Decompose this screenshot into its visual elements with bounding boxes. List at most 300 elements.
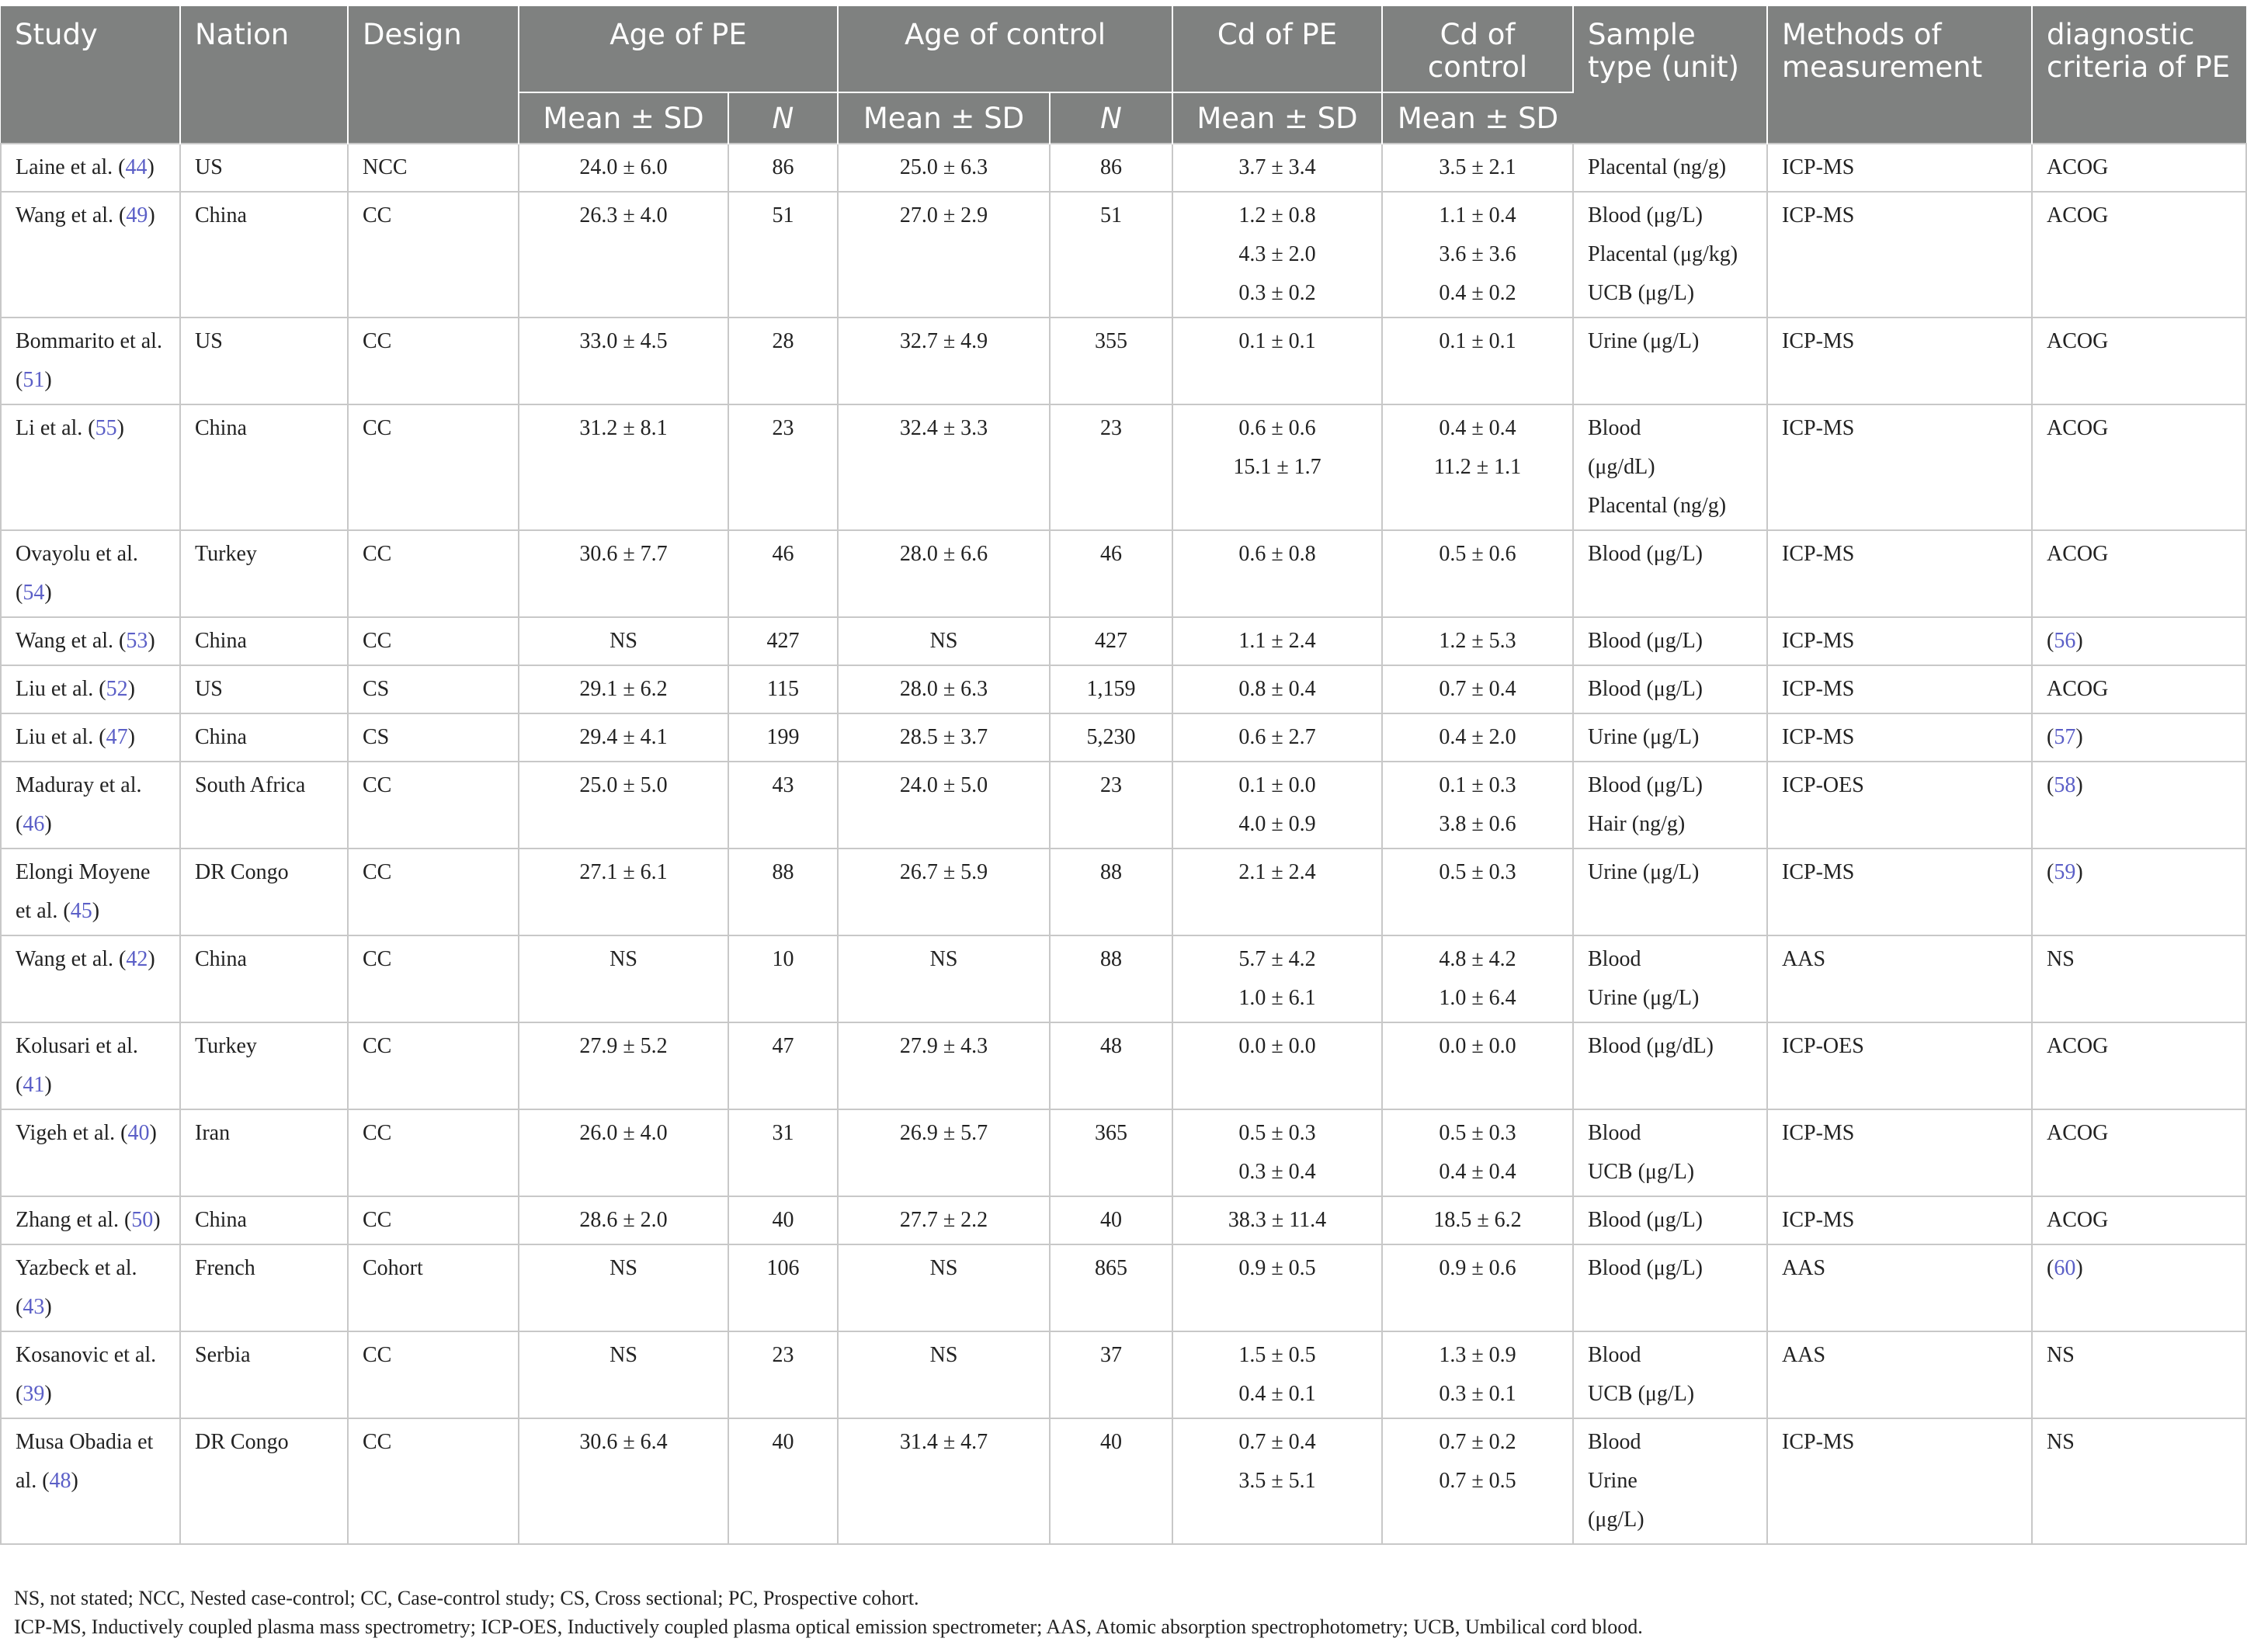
cell-cd-control xyxy=(1382,1418,1573,1544)
cell-cd-control xyxy=(1382,144,1573,192)
cell-line: Urine (μg/L) xyxy=(1588,860,1700,884)
cell-line: 1.1 ± 0.4 xyxy=(1439,203,1516,227)
reference-link[interactable]: 59 xyxy=(2054,860,2076,884)
cell-text: ICP-OES xyxy=(1782,1034,1864,1058)
cell-sample-type xyxy=(1573,1022,1767,1109)
cell-text: NS xyxy=(929,947,958,971)
cell-text: 29.1 ± 6.2 xyxy=(579,677,668,701)
reference-link[interactable]: 47 xyxy=(106,725,128,749)
cell-text: CC xyxy=(363,947,392,971)
reference-link[interactable]: 52 xyxy=(106,677,128,701)
table-wrapper xyxy=(0,6,2247,1545)
cell-sample-type xyxy=(1573,762,1767,849)
cell-method xyxy=(1767,935,2032,1022)
reference-link[interactable]: 46 xyxy=(23,812,45,836)
cell-text: 27.0 ± 2.9 xyxy=(899,203,988,227)
subcol-n: N xyxy=(728,92,838,144)
cell-text: South Africa xyxy=(195,773,306,797)
cell-n-control xyxy=(1050,1244,1172,1331)
col-sample-type: Sample type (unit) xyxy=(1573,6,1767,144)
cell-criteria xyxy=(2032,192,2246,318)
cell-method xyxy=(1767,665,2032,713)
cell-text: 30.6 ± 7.7 xyxy=(579,542,668,566)
cell-line: 38.3 ± 11.4 xyxy=(1228,1208,1327,1232)
cell-age-pe xyxy=(519,1331,728,1418)
cell-nation xyxy=(180,1331,348,1418)
footnote-methods: ICP-MS, Inductively coupled plasma mass spectrometry; ICP-OES, Inductively coupled plasma optical emission spectrometer; AAS, Atomic absorption spectrophotometry; UCB, Umbilical cord blood. xyxy=(14,1616,1643,1638)
cell-text: NCC xyxy=(363,155,408,179)
cell-text: 86 xyxy=(1100,155,1122,179)
cell-text: ICP-MS xyxy=(1782,629,1855,653)
cell-method xyxy=(1767,1109,2032,1196)
cell-method xyxy=(1767,1331,2032,1418)
table-row xyxy=(1,665,2246,713)
cell-text: 86 xyxy=(772,155,794,179)
cell-study: Wang et al. (49) xyxy=(1,192,180,318)
cell-text: 865 xyxy=(1095,1256,1127,1280)
cell-study: Liu et al. (47) xyxy=(1,713,180,762)
cell-cd-pe xyxy=(1172,1418,1382,1544)
col-design: Design xyxy=(348,6,519,144)
cell-n-control xyxy=(1050,144,1172,192)
cell-n-pe xyxy=(728,1196,838,1244)
reference-link[interactable]: 48 xyxy=(49,1469,71,1493)
cell-text: CC xyxy=(363,773,392,797)
cell-line: 0.3 ± 0.2 xyxy=(1238,281,1316,305)
cell-nation xyxy=(180,1022,348,1109)
table-row xyxy=(1,935,2246,1022)
reference-link[interactable]: 41 xyxy=(23,1073,45,1097)
cell-line: Blood (μg/L) xyxy=(1588,677,1703,701)
cell-text: ACOG xyxy=(2047,542,2109,566)
study-name: Liu et al. xyxy=(16,677,94,701)
study-name: Li et al. xyxy=(16,416,83,440)
cell-nation xyxy=(180,1418,348,1544)
cell-text: 31.4 ± 4.7 xyxy=(899,1430,988,1454)
cell-sample-type xyxy=(1573,1244,1767,1331)
cell-cd-control xyxy=(1382,1331,1573,1418)
study-name: Laine et al. xyxy=(16,155,113,179)
cell-line: 0.3 ± 0.4 xyxy=(1238,1160,1316,1184)
cell-n-pe xyxy=(728,530,838,617)
reference-link[interactable]: 58 xyxy=(2054,773,2076,797)
cell-text: ICP-MS xyxy=(1782,203,1855,227)
cell-n-pe xyxy=(728,935,838,1022)
reference-link[interactable]: 51 xyxy=(23,368,45,392)
studies-table xyxy=(0,6,2247,1545)
cell-text: 51 xyxy=(1100,203,1122,227)
cell-n-control xyxy=(1050,762,1172,849)
table-row xyxy=(1,1331,2246,1418)
reference-link[interactable]: 55 xyxy=(95,416,117,440)
col-methods: Methods of measurement xyxy=(1767,6,2032,144)
cell-text: ICP-MS xyxy=(1782,542,1855,566)
cell-text: 23 xyxy=(1100,773,1122,797)
study-name: Elongi Moyene et al. xyxy=(16,860,151,923)
cell-age-pe xyxy=(519,1196,728,1244)
reference-link[interactable]: 50 xyxy=(131,1208,154,1232)
cell-nation xyxy=(180,665,348,713)
cell-text: 28.0 ± 6.6 xyxy=(899,542,988,566)
cell-age-pe xyxy=(519,1418,728,1544)
cell-text: ICP-OES xyxy=(1782,773,1864,797)
cell-line: 0.9 ± 0.6 xyxy=(1439,1256,1516,1280)
cell-text: 43 xyxy=(772,773,794,797)
table-row xyxy=(1,1109,2246,1196)
cell-text: 27.1 ± 6.1 xyxy=(579,860,668,884)
cell-age-control xyxy=(838,1109,1050,1196)
cell-sample-type xyxy=(1573,144,1767,192)
cell-criteria xyxy=(2032,404,2246,530)
cell-criteria xyxy=(2032,318,2246,404)
cell-age-pe xyxy=(519,192,728,318)
reference-link[interactable]: 57 xyxy=(2054,725,2076,749)
cell-line: Urine (μg/L) xyxy=(1588,986,1700,1010)
table-row xyxy=(1,1022,2246,1109)
cell-cd-control xyxy=(1382,404,1573,530)
cell-text: CC xyxy=(363,542,392,566)
cell-criteria: (58) xyxy=(2032,762,2246,849)
cell-criteria: (59) xyxy=(2032,849,2246,935)
cell-line: 0.5 ± 0.3 xyxy=(1238,1121,1316,1145)
cell-line: Placental (μg/kg) xyxy=(1588,242,1738,266)
reference-link[interactable]: 40 xyxy=(127,1121,150,1145)
cell-age-control xyxy=(838,617,1050,665)
cell-text: 46 xyxy=(772,542,794,566)
cell-line: 0.9 ± 0.5 xyxy=(1238,1256,1316,1280)
subcol-n: N xyxy=(1050,92,1172,144)
cell-study: Wang et al. (53) xyxy=(1,617,180,665)
cell-text: US xyxy=(195,677,223,701)
cell-line: 3.8 ± 0.6 xyxy=(1439,812,1516,836)
reference-link[interactable]: 60 xyxy=(2054,1256,2076,1280)
cell-study: Laine et al. (44) xyxy=(1,144,180,192)
cell-text: 27.7 ± 2.2 xyxy=(899,1208,988,1232)
cell-text: China xyxy=(195,947,247,971)
cell-sample-type xyxy=(1573,665,1767,713)
cell-criteria xyxy=(2032,935,2246,1022)
cell-age-pe xyxy=(519,318,728,404)
cell-text: CS xyxy=(363,677,390,701)
cell-line: 0.4 ± 0.2 xyxy=(1439,281,1516,305)
cell-text: 51 xyxy=(772,203,794,227)
cell-line: (μg/L) xyxy=(1588,1508,1644,1532)
cell-cd-pe xyxy=(1172,530,1382,617)
col-age-pe: Age of PE xyxy=(519,6,838,92)
cell-text: ACOG xyxy=(2047,677,2109,701)
study-name: Kolusari et al. xyxy=(16,1034,138,1058)
cell-text: 27.9 ± 5.2 xyxy=(579,1034,668,1058)
cell-line: Blood (μg/L) xyxy=(1588,1256,1703,1280)
cell-line: Placental (ng/g) xyxy=(1588,155,1727,179)
cell-method xyxy=(1767,404,2032,530)
cell-criteria xyxy=(2032,1331,2246,1418)
study-name: Yazbeck et al. xyxy=(16,1256,137,1280)
cell-line: 1.0 ± 6.1 xyxy=(1238,986,1316,1010)
cell-line: 3.6 ± 3.6 xyxy=(1439,242,1516,266)
cell-line: 0.7 ± 0.4 xyxy=(1439,677,1516,701)
cell-age-pe xyxy=(519,530,728,617)
cell-study: Zhang et al. (50) xyxy=(1,1196,180,1244)
cell-text: ACOG xyxy=(2047,1208,2109,1232)
cell-design xyxy=(348,1418,519,1544)
cell-design xyxy=(348,192,519,318)
cell-text: AAS xyxy=(1782,1256,1826,1280)
cell-n-pe xyxy=(728,762,838,849)
cell-text: ACOG xyxy=(2047,416,2109,440)
table-row xyxy=(1,1196,2246,1244)
cell-study: Musa Obadia et al. (48) xyxy=(1,1418,180,1544)
cell-text: ICP-MS xyxy=(1782,1208,1855,1232)
cell-sample-type xyxy=(1573,1331,1767,1418)
table-row xyxy=(1,713,2246,762)
cell-n-pe xyxy=(728,318,838,404)
cell-age-pe xyxy=(519,1244,728,1331)
cell-line: Blood (μg/L) xyxy=(1588,773,1703,797)
cell-age-control xyxy=(838,318,1050,404)
cell-line: Placental (ng/g) xyxy=(1588,494,1727,518)
cell-n-control xyxy=(1050,1418,1172,1544)
study-name: Kosanovic et al. xyxy=(16,1343,157,1367)
cell-cd-control xyxy=(1382,665,1573,713)
cell-line: Blood xyxy=(1588,947,1641,971)
table-body xyxy=(1,144,2246,1544)
cell-text: ICP-MS xyxy=(1782,416,1855,440)
cell-nation xyxy=(180,192,348,318)
cell-line: Blood xyxy=(1588,1430,1641,1454)
cell-line: 11.2 ± 1.1 xyxy=(1433,455,1522,479)
cell-line: 0.4 ± 2.0 xyxy=(1439,725,1516,749)
cell-cd-control xyxy=(1382,935,1573,1022)
cell-text: NS xyxy=(929,1343,958,1367)
cell-design xyxy=(348,144,519,192)
cell-text: 24.0 ± 5.0 xyxy=(899,773,988,797)
reference-link[interactable]: 39 xyxy=(23,1382,45,1406)
table-row xyxy=(1,144,2246,192)
cell-nation xyxy=(180,530,348,617)
study-name: Liu et al. xyxy=(16,725,94,749)
cell-text: US xyxy=(195,329,223,353)
cell-n-pe xyxy=(728,1418,838,1544)
cell-text: 88 xyxy=(1100,860,1122,884)
cell-text: 26.9 ± 5.7 xyxy=(899,1121,988,1145)
study-name: Bommarito et al. xyxy=(16,329,162,353)
cell-text: ACOG xyxy=(2047,329,2109,353)
cell-design xyxy=(348,318,519,404)
cell-n-control xyxy=(1050,617,1172,665)
cell-criteria: (56) xyxy=(2032,617,2246,665)
cell-text: China xyxy=(195,1208,247,1232)
cell-text: CC xyxy=(363,416,392,440)
cell-line: 0.4 ± 0.4 xyxy=(1439,416,1516,440)
cell-age-pe xyxy=(519,1022,728,1109)
cell-line: 1.0 ± 6.4 xyxy=(1439,986,1516,1010)
cell-line: 1.2 ± 5.3 xyxy=(1439,629,1516,653)
cell-text: CC xyxy=(363,1343,392,1367)
cell-age-pe xyxy=(519,144,728,192)
cell-line: 3.5 ± 5.1 xyxy=(1238,1469,1316,1493)
cell-method xyxy=(1767,1244,2032,1331)
cell-text: ICP-MS xyxy=(1782,155,1855,179)
cell-text: 26.0 ± 4.0 xyxy=(579,1121,668,1145)
cell-line: 3.5 ± 2.1 xyxy=(1439,155,1516,179)
cell-line: 0.6 ± 2.7 xyxy=(1238,725,1316,749)
cell-age-control xyxy=(838,404,1050,530)
cell-line: Blood (μg/dL) xyxy=(1588,1034,1714,1058)
cell-line: Blood (μg/L) xyxy=(1588,203,1703,227)
cell-design xyxy=(348,530,519,617)
cell-text: 88 xyxy=(1100,947,1122,971)
cell-design xyxy=(348,1244,519,1331)
cell-design xyxy=(348,849,519,935)
cell-cd-pe xyxy=(1172,318,1382,404)
cell-line: 0.7 ± 0.4 xyxy=(1238,1430,1316,1454)
cell-nation xyxy=(180,849,348,935)
reference-link[interactable]: 43 xyxy=(23,1295,45,1319)
cell-n-control xyxy=(1050,1022,1172,1109)
cell-text: China xyxy=(195,203,247,227)
cell-text: CC xyxy=(363,329,392,353)
cell-text: CS xyxy=(363,725,390,749)
table-row xyxy=(1,192,2246,318)
cell-sample-type xyxy=(1573,1418,1767,1544)
cell-sample-type xyxy=(1573,617,1767,665)
cell-n-control xyxy=(1050,935,1172,1022)
cell-sample-type xyxy=(1573,318,1767,404)
cell-text: 355 xyxy=(1095,329,1127,353)
cell-design xyxy=(348,665,519,713)
cell-criteria xyxy=(2032,1109,2246,1196)
reference-link[interactable]: 54 xyxy=(23,581,45,605)
cell-study: Li et al. (55) xyxy=(1,404,180,530)
cell-nation xyxy=(180,1244,348,1331)
study-name: Maduray et al. xyxy=(16,773,142,797)
table-row xyxy=(1,617,2246,665)
cell-design xyxy=(348,762,519,849)
table-row xyxy=(1,318,2246,404)
subcol-mean-sd: Mean ± SD xyxy=(1172,92,1382,144)
cell-method xyxy=(1767,192,2032,318)
study-name: Zhang et al. xyxy=(16,1208,119,1232)
cell-line: 0.8 ± 0.4 xyxy=(1238,677,1316,701)
reference-link[interactable]: 49 xyxy=(126,203,148,227)
cell-nation xyxy=(180,617,348,665)
footnote-abbreviations: NS, not stated; NCC, Nested case-control; CC, Case-control study; CS, Cross sectional; PC, Prospective cohort. xyxy=(14,1587,919,1609)
table-row xyxy=(1,762,2246,849)
cell-cd-control xyxy=(1382,1244,1573,1331)
cell-age-pe xyxy=(519,665,728,713)
cell-method xyxy=(1767,144,2032,192)
cell-text: NS xyxy=(610,629,637,653)
cell-n-pe xyxy=(728,713,838,762)
cell-sample-type xyxy=(1573,713,1767,762)
cell-line: 0.3 ± 0.1 xyxy=(1439,1382,1516,1406)
cell-method xyxy=(1767,1022,2032,1109)
cell-method xyxy=(1767,617,2032,665)
cell-cd-pe xyxy=(1172,1109,1382,1196)
cell-age-pe xyxy=(519,849,728,935)
cell-cd-pe xyxy=(1172,192,1382,318)
cell-criteria: (60) xyxy=(2032,1244,2246,1331)
cell-line: UCB (μg/L) xyxy=(1588,281,1695,305)
cell-age-control xyxy=(838,1196,1050,1244)
cell-cd-pe xyxy=(1172,762,1382,849)
cell-line: 0.1 ± 0.0 xyxy=(1238,773,1316,797)
table-header xyxy=(1,6,2246,144)
cell-cd-control xyxy=(1382,530,1573,617)
cell-text: NS xyxy=(610,1256,637,1280)
cell-text: 28 xyxy=(772,329,794,353)
cell-text: ICP-MS xyxy=(1782,725,1855,749)
cell-n-control xyxy=(1050,530,1172,617)
cell-line: 0.6 ± 0.8 xyxy=(1238,542,1316,566)
cell-text: ACOG xyxy=(2047,203,2109,227)
cell-line: 1.5 ± 0.5 xyxy=(1238,1343,1316,1367)
cell-cd-pe xyxy=(1172,849,1382,935)
cell-text: 106 xyxy=(766,1256,800,1280)
cell-line: Blood (μg/L) xyxy=(1588,1208,1703,1232)
cell-cd-control xyxy=(1382,713,1573,762)
reference-link[interactable]: 44 xyxy=(125,155,148,179)
cell-design xyxy=(348,617,519,665)
cell-age-pe xyxy=(519,404,728,530)
cell-line: UCB (μg/L) xyxy=(1588,1160,1695,1184)
cell-line: 5.7 ± 4.2 xyxy=(1238,947,1316,971)
subcol-mean-sd: Mean ± SD xyxy=(838,92,1050,144)
cell-line: 0.4 ± 0.1 xyxy=(1238,1382,1316,1406)
cell-criteria xyxy=(2032,1418,2246,1544)
cell-criteria xyxy=(2032,665,2246,713)
cell-nation xyxy=(180,935,348,1022)
reference-link[interactable]: 53 xyxy=(126,629,148,653)
cell-text: 29.4 ± 4.1 xyxy=(579,725,668,749)
cell-cd-pe xyxy=(1172,1022,1382,1109)
reference-link[interactable]: 42 xyxy=(126,947,148,971)
cell-cd-control xyxy=(1382,1022,1573,1109)
cell-age-control xyxy=(838,530,1050,617)
cell-text: 28.6 ± 2.0 xyxy=(579,1208,668,1232)
cell-text: NS xyxy=(2047,947,2075,971)
cell-line: 2.1 ± 2.4 xyxy=(1238,860,1316,884)
cell-text: 47 xyxy=(772,1034,794,1058)
cell-n-pe xyxy=(728,617,838,665)
cell-nation xyxy=(180,1196,348,1244)
reference-link[interactable]: 45 xyxy=(70,899,92,923)
study-name: Vigeh et al. xyxy=(16,1121,116,1145)
cell-line: 1.3 ± 0.9 xyxy=(1439,1343,1516,1367)
cell-n-control xyxy=(1050,1109,1172,1196)
reference-link[interactable]: 56 xyxy=(2054,629,2076,653)
cell-cd-control xyxy=(1382,762,1573,849)
study-name: Musa Obadia et al. xyxy=(16,1430,154,1493)
cell-method xyxy=(1767,1418,2032,1544)
col-nation: Nation xyxy=(180,6,348,144)
cell-method xyxy=(1767,530,2032,617)
cell-line: 0.1 ± 0.1 xyxy=(1238,329,1316,353)
cell-design xyxy=(348,1196,519,1244)
cell-line: Blood (μg/L) xyxy=(1588,542,1703,566)
cell-text: 26.7 ± 5.9 xyxy=(899,860,988,884)
cell-text: 5,230 xyxy=(1086,725,1136,749)
cell-text: 88 xyxy=(772,860,794,884)
cell-text: 40 xyxy=(772,1208,794,1232)
cell-line: (μg/dL) xyxy=(1588,455,1655,479)
cell-line: 18.5 ± 6.2 xyxy=(1433,1208,1522,1232)
cell-age-control xyxy=(838,935,1050,1022)
cell-cd-control xyxy=(1382,318,1573,404)
cell-study: Kosanovic et al. (39) xyxy=(1,1331,180,1418)
cell-sample-type xyxy=(1573,849,1767,935)
